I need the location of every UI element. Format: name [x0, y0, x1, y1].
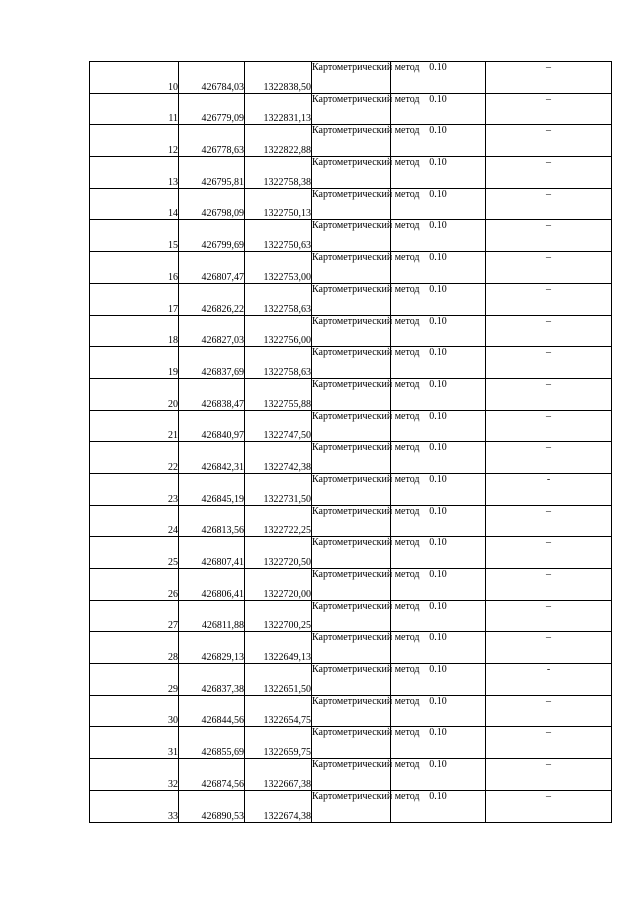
point-number-cell: 25 — [90, 537, 179, 569]
method-cell: Картометрический метод — [312, 695, 391, 727]
method-cell: Картометрический метод — [312, 378, 391, 410]
y-coordinate-cell: 1322651,50 — [245, 664, 312, 696]
table-row — [90, 252, 612, 284]
method-cell: Картометрический метод — [312, 727, 391, 759]
x-coordinate-cell: 426779,09 — [179, 93, 245, 125]
description-cell: - — [486, 473, 612, 505]
point-number-cell: 27 — [90, 600, 179, 632]
point-number-cell: 30 — [90, 695, 179, 727]
table-row — [90, 157, 612, 189]
point-number-cell: 33 — [90, 790, 179, 822]
table-row — [90, 315, 612, 347]
y-coordinate-cell: 1322831,13 — [245, 93, 312, 125]
description-cell: – — [486, 632, 612, 664]
x-coordinate-cell: 426795,81 — [179, 157, 245, 189]
x-coordinate-cell: 426799,69 — [179, 220, 245, 252]
description-cell: – — [486, 347, 612, 379]
y-coordinate-cell: 1322758,38 — [245, 157, 312, 189]
coordinates-table — [89, 61, 612, 823]
description-cell: – — [486, 759, 612, 791]
accuracy-cell: 0.10 — [391, 600, 486, 632]
y-coordinate-cell: 1322654,75 — [245, 695, 312, 727]
description-cell: – — [486, 378, 612, 410]
method-cell: Картометрический метод — [312, 569, 391, 601]
description-cell: – — [486, 695, 612, 727]
point-number-cell: 19 — [90, 347, 179, 379]
x-coordinate-cell: 426807,41 — [179, 537, 245, 569]
description-cell: – — [486, 283, 612, 315]
x-coordinate-cell: 426811,88 — [179, 600, 245, 632]
table-row — [90, 442, 612, 474]
y-coordinate-cell: 1322756,00 — [245, 315, 312, 347]
point-number-cell: 26 — [90, 569, 179, 601]
table-row — [90, 759, 612, 791]
table-row — [90, 790, 612, 822]
description-cell: – — [486, 442, 612, 474]
description-cell: – — [486, 410, 612, 442]
point-number-cell: 21 — [90, 410, 179, 442]
point-number-cell: 11 — [90, 93, 179, 125]
point-number-cell: 32 — [90, 759, 179, 791]
description-cell: – — [486, 727, 612, 759]
accuracy-cell: 0.10 — [391, 569, 486, 601]
accuracy-cell: 0.10 — [391, 378, 486, 410]
method-cell: Картометрический метод — [312, 632, 391, 664]
method-cell: Картометрический метод — [312, 125, 391, 157]
method-cell: Картометрический метод — [312, 188, 391, 220]
point-number-cell: 22 — [90, 442, 179, 474]
accuracy-cell: 0.10 — [391, 252, 486, 284]
point-number-cell: 15 — [90, 220, 179, 252]
description-cell: – — [486, 505, 612, 537]
accuracy-cell: 0.10 — [391, 347, 486, 379]
y-coordinate-cell: 1322659,75 — [245, 727, 312, 759]
point-number-cell: 29 — [90, 664, 179, 696]
table-row — [90, 600, 612, 632]
description-cell: – — [486, 220, 612, 252]
x-coordinate-cell: 426845,19 — [179, 473, 245, 505]
x-coordinate-cell: 426806,41 — [179, 569, 245, 601]
y-coordinate-cell: 1322750,63 — [245, 220, 312, 252]
y-coordinate-cell: 1322720,00 — [245, 569, 312, 601]
method-cell: Картометрический метод — [312, 220, 391, 252]
y-coordinate-cell: 1322758,63 — [245, 347, 312, 379]
method-cell: Картометрический метод — [312, 600, 391, 632]
x-coordinate-cell: 426837,69 — [179, 347, 245, 379]
method-cell: Картометрический метод — [312, 410, 391, 442]
accuracy-cell: 0.10 — [391, 727, 486, 759]
table-row — [90, 62, 612, 94]
table-row — [90, 505, 612, 537]
x-coordinate-cell: 426798,09 — [179, 188, 245, 220]
x-coordinate-cell: 426826,22 — [179, 283, 245, 315]
y-coordinate-cell: 1322822,88 — [245, 125, 312, 157]
accuracy-cell: 0.10 — [391, 125, 486, 157]
method-cell: Картометрический метод — [312, 505, 391, 537]
accuracy-cell: 0.10 — [391, 93, 486, 125]
method-cell: Картометрический метод — [312, 759, 391, 791]
point-number-cell: 17 — [90, 283, 179, 315]
point-number-cell: 20 — [90, 378, 179, 410]
x-coordinate-cell: 426844,56 — [179, 695, 245, 727]
description-cell: – — [486, 537, 612, 569]
accuracy-cell: 0.10 — [391, 505, 486, 537]
point-number-cell: 24 — [90, 505, 179, 537]
point-number-cell: 16 — [90, 252, 179, 284]
x-coordinate-cell: 426890,53 — [179, 790, 245, 822]
method-cell: Картометрический метод — [312, 537, 391, 569]
accuracy-cell: 0.10 — [391, 537, 486, 569]
accuracy-cell: 0.10 — [391, 62, 486, 94]
accuracy-cell: 0.10 — [391, 220, 486, 252]
x-coordinate-cell: 426827,03 — [179, 315, 245, 347]
y-coordinate-cell: 1322753,00 — [245, 252, 312, 284]
method-cell: Картометрический метод — [312, 315, 391, 347]
table-row — [90, 695, 612, 727]
table-row — [90, 664, 612, 696]
y-coordinate-cell: 1322742,38 — [245, 442, 312, 474]
point-number-cell: 10 — [90, 62, 179, 94]
accuracy-cell: 0.10 — [391, 315, 486, 347]
method-cell: Картометрический метод — [312, 283, 391, 315]
description-cell: – — [486, 125, 612, 157]
table-row — [90, 727, 612, 759]
description-cell: - — [486, 664, 612, 696]
description-cell: – — [486, 790, 612, 822]
method-cell: Картометрический метод — [312, 442, 391, 474]
y-coordinate-cell: 1322750,13 — [245, 188, 312, 220]
accuracy-cell: 0.10 — [391, 664, 486, 696]
point-number-cell: 18 — [90, 315, 179, 347]
y-coordinate-cell: 1322838,50 — [245, 62, 312, 94]
description-cell: – — [486, 93, 612, 125]
description-cell: – — [486, 157, 612, 189]
table-row — [90, 378, 612, 410]
method-cell: Картометрический метод — [312, 790, 391, 822]
x-coordinate-cell: 426807,47 — [179, 252, 245, 284]
description-cell: – — [486, 252, 612, 284]
y-coordinate-cell: 1322722,25 — [245, 505, 312, 537]
y-coordinate-cell: 1322758,63 — [245, 283, 312, 315]
y-coordinate-cell: 1322731,50 — [245, 473, 312, 505]
accuracy-cell: 0.10 — [391, 695, 486, 727]
y-coordinate-cell: 1322700,25 — [245, 600, 312, 632]
table-row — [90, 220, 612, 252]
x-coordinate-cell: 426838,47 — [179, 378, 245, 410]
accuracy-cell: 0.10 — [391, 759, 486, 791]
method-cell: Картометрический метод — [312, 664, 391, 696]
accuracy-cell: 0.10 — [391, 473, 486, 505]
x-coordinate-cell: 426855,69 — [179, 727, 245, 759]
x-coordinate-cell: 426784,03 — [179, 62, 245, 94]
table-row — [90, 347, 612, 379]
table-row — [90, 569, 612, 601]
accuracy-cell: 0.10 — [391, 632, 486, 664]
x-coordinate-cell: 426778,63 — [179, 125, 245, 157]
coordinates-table-body — [90, 62, 612, 823]
table-row — [90, 537, 612, 569]
y-coordinate-cell: 1322667,38 — [245, 759, 312, 791]
table-row — [90, 473, 612, 505]
point-number-cell: 14 — [90, 188, 179, 220]
y-coordinate-cell: 1322755,88 — [245, 378, 312, 410]
x-coordinate-cell: 426813,56 — [179, 505, 245, 537]
x-coordinate-cell: 426874,56 — [179, 759, 245, 791]
point-number-cell: 13 — [90, 157, 179, 189]
point-number-cell: 31 — [90, 727, 179, 759]
description-cell: – — [486, 315, 612, 347]
x-coordinate-cell: 426842,31 — [179, 442, 245, 474]
point-number-cell: 23 — [90, 473, 179, 505]
x-coordinate-cell: 426840,97 — [179, 410, 245, 442]
table-row — [90, 410, 612, 442]
y-coordinate-cell: 1322674,38 — [245, 790, 312, 822]
y-coordinate-cell: 1322720,50 — [245, 537, 312, 569]
y-coordinate-cell: 1322747,50 — [245, 410, 312, 442]
x-coordinate-cell: 426837,38 — [179, 664, 245, 696]
method-cell: Картометрический метод — [312, 93, 391, 125]
table-row — [90, 188, 612, 220]
table-row — [90, 93, 612, 125]
accuracy-cell: 0.10 — [391, 157, 486, 189]
description-cell: – — [486, 600, 612, 632]
accuracy-cell: 0.10 — [391, 188, 486, 220]
table-row — [90, 283, 612, 315]
accuracy-cell: 0.10 — [391, 790, 486, 822]
method-cell: Картометрический метод — [312, 62, 391, 94]
x-coordinate-cell: 426829,13 — [179, 632, 245, 664]
description-cell: – — [486, 188, 612, 220]
method-cell: Картометрический метод — [312, 473, 391, 505]
point-number-cell: 28 — [90, 632, 179, 664]
accuracy-cell: 0.10 — [391, 283, 486, 315]
y-coordinate-cell: 1322649,13 — [245, 632, 312, 664]
method-cell: Картометрический метод — [312, 252, 391, 284]
description-cell: – — [486, 62, 612, 94]
table-row — [90, 125, 612, 157]
description-cell: – — [486, 569, 612, 601]
accuracy-cell: 0.10 — [391, 442, 486, 474]
method-cell: Картометрический метод — [312, 347, 391, 379]
table-row — [90, 632, 612, 664]
point-number-cell: 12 — [90, 125, 179, 157]
method-cell: Картометрический метод — [312, 157, 391, 189]
accuracy-cell: 0.10 — [391, 410, 486, 442]
